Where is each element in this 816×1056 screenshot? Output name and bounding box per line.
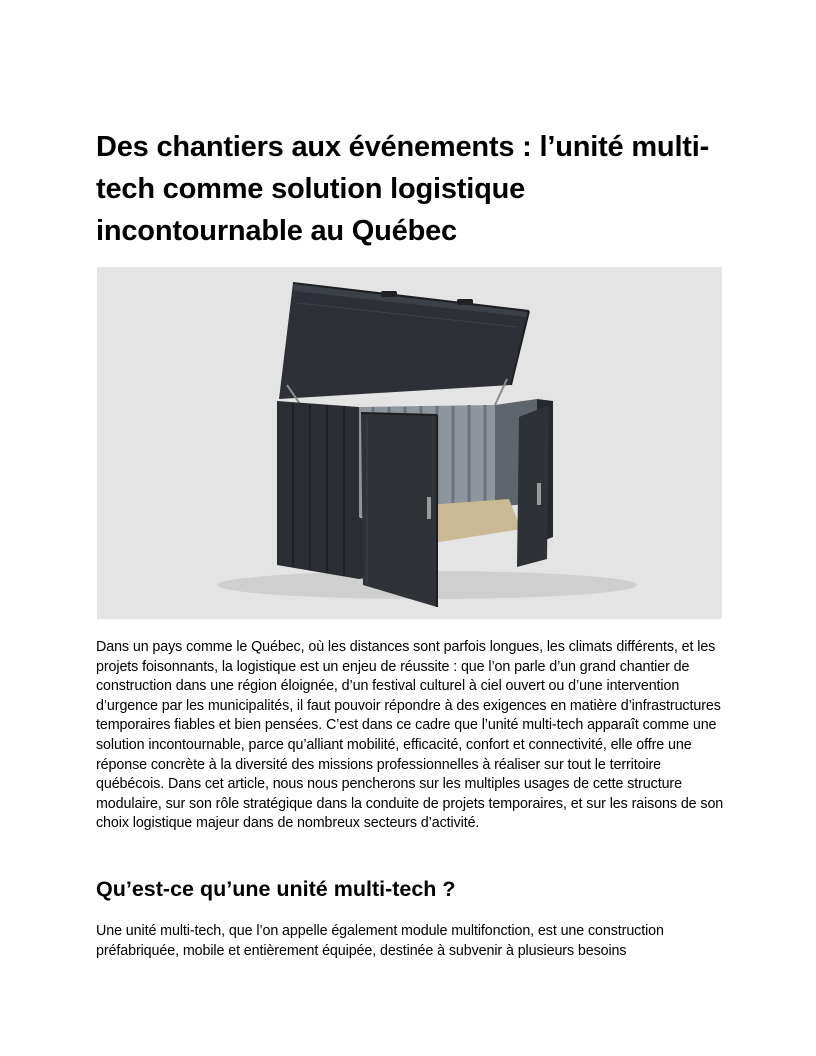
section-heading: Qu’est-ce qu’une unité multi-tech ?: [96, 877, 456, 901]
storage-unit-illustration-icon: [97, 267, 722, 619]
storage-unit-image: [97, 267, 722, 619]
section-paragraph: Une unité multi-tech, que l’on appelle également module multifonction, est une construction préfabriquée, mobile et entièrement équipée, destinée à subvenir à plusieurs besoins: [96, 923, 664, 959]
intro-paragraph: Dans un pays comme le Québec, où les distances sont parfois longues, les climats différents, et les projets foisonnants, la logistique est un enjeu de réussite : que l’on parle d’un grand chantier de construction dans une région éloignée, d’un festival culturel à ciel ouvert ou d’une intervention d’urgence par les municipalités, il faut pouvoir répondre à des exigences en matière d’infrastructures temporaires fiables et bien pensées. C’est dans ce cadre que l’unité multi-tech apparaît comme une solution incontournable, parce qu’alliant mobilité, efficacité, confort et connectivité, elle offre une réponse concrète à la diversité des missions professionnelles à réaliser sur tout le territoire québécois. Dans cet article, nous nous pencherons sur les multiples usages de cette structure modulaire, sur son rôle stratégique dans la conduite de projets temporaires, et sur les raisons de son choix logistique majeur dans de nombreux secteurs d’activité.: [96, 639, 724, 832]
article-title: Des chantiers aux événements : l’unité multi-tech comme solution logistique incontournable au Québec: [96, 131, 710, 247]
